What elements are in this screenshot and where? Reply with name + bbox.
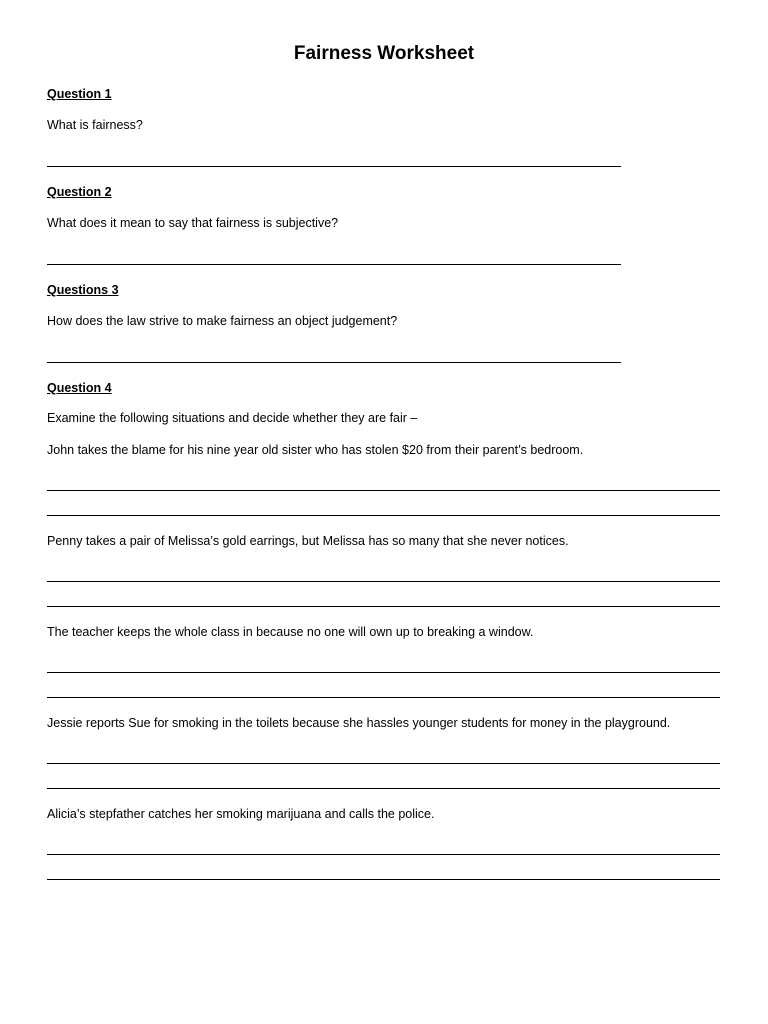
worksheet-title: Fairness Worksheet <box>293 43 475 64</box>
situation-4-answer-line-2[interactable] <box>47 788 720 789</box>
situation-2-answer-line-2[interactable] <box>47 606 720 607</box>
question-3-heading: Questions 3 <box>47 283 119 297</box>
question-2-prompt: What does it mean to say that fairness is subjective? <box>47 216 339 230</box>
question-3-answer-line[interactable] <box>47 362 621 363</box>
situation-4-answer-line-1[interactable] <box>47 763 720 764</box>
question-1-prompt: What is fairness? <box>47 118 143 132</box>
situation-4-text: Jessie reports Sue for smoking in the toilets because she hassles younger students for money in the playground. <box>47 716 671 730</box>
situation-2-text: Penny takes a pair of Melissa’s gold earrings, but Melissa has so many that she never notices. <box>47 534 569 548</box>
situation-3-text: The teacher keeps the whole class in because no one will own up to breaking a window. <box>47 625 534 639</box>
situation-5-text: Alicia’s stepfather catches her smoking marijuana and calls the police. <box>47 807 435 821</box>
situation-1-text: John takes the blame for his nine year old sister who has stolen $20 from their parent’s bedroom. <box>47 443 584 457</box>
situation-5-answer-line-1[interactable] <box>47 854 720 855</box>
question-1-answer-line[interactable] <box>47 166 621 167</box>
question-4-heading: Question 4 <box>47 381 112 395</box>
question-2-heading: Question 2 <box>47 185 112 199</box>
situation-1-answer-line-2[interactable] <box>47 515 720 516</box>
question-4-prompt: Examine the following situations and decide whether they are fair – <box>47 411 418 425</box>
question-1-heading: Question 1 <box>47 87 112 101</box>
situation-5-answer-line-2[interactable] <box>47 879 720 880</box>
situation-2-answer-line-1[interactable] <box>47 581 720 582</box>
situation-1-answer-line-1[interactable] <box>47 490 720 491</box>
question-3-prompt: How does the law strive to make fairness an object judgement? <box>47 314 398 328</box>
situation-3-answer-line-2[interactable] <box>47 697 720 698</box>
situation-3-answer-line-1[interactable] <box>47 672 720 673</box>
question-2-answer-line[interactable] <box>47 264 621 265</box>
